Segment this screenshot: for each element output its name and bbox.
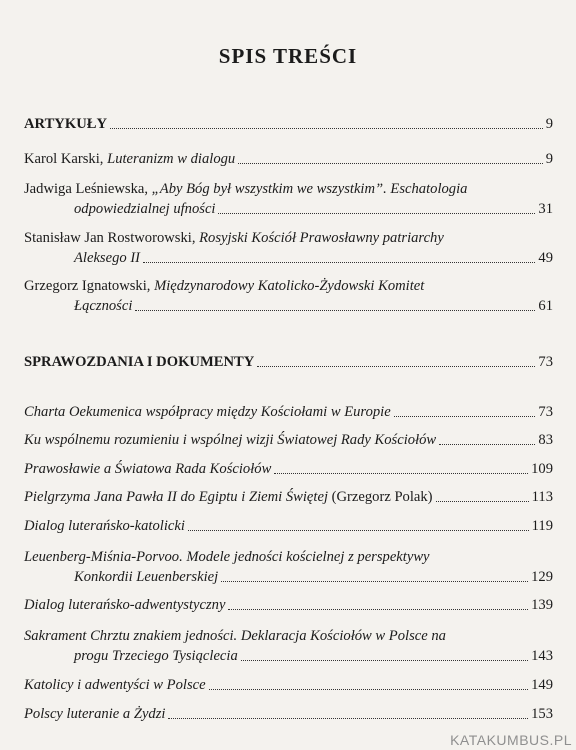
page-number: 9 — [545, 116, 553, 132]
page-number: 73 — [538, 404, 553, 420]
page-number: 149 — [531, 677, 553, 693]
leader-dots — [394, 416, 536, 417]
page-number: 113 — [531, 489, 553, 505]
toc-entry — [24, 547, 553, 587]
toc-entry — [24, 704, 553, 724]
entry-author: (Grzegorz Polak) — [328, 489, 433, 505]
leader-dots — [238, 163, 542, 164]
entry-title: Polscy luteranie a Żydzi — [24, 706, 166, 722]
toc-entry — [24, 430, 553, 450]
toc-entry — [24, 626, 553, 666]
section-label: ARTYKUŁY — [24, 116, 108, 132]
page-number: 109 — [531, 461, 553, 477]
leader-dots — [257, 366, 535, 367]
entry-author: Karol Karski, — [24, 151, 108, 167]
leader-dots — [188, 530, 529, 531]
entry-title-cont: Aleksego II — [74, 250, 141, 266]
entry-title: Dialog luterańsko-katolicki — [24, 518, 185, 534]
entry-title-cont: Konkordii Leuenberskiej — [74, 569, 219, 585]
toc-entry — [24, 675, 553, 695]
page-title: SPIS TREŚCI — [218, 44, 358, 68]
leader-dots — [110, 128, 543, 129]
page-number: 83 — [538, 432, 553, 448]
entry-title: Luteranizm w dialogu — [107, 151, 236, 167]
entry-title: Charta Oekumenica współpracy między Kościołami w Europie — [24, 404, 391, 420]
toc-entry — [24, 487, 553, 507]
entry-title: Dialog luterańsko-adwentystyczny — [24, 597, 226, 613]
toc-entry — [24, 595, 553, 615]
section-reports — [24, 352, 553, 372]
page-number: 61 — [538, 298, 553, 314]
entry-title: Sakrament Chrztu znakiem jedności. Deklaracja Kościołów w Polsce na — [24, 628, 446, 644]
entry-title: Rosyjski Kościół Prawosławny patriarchy — [199, 230, 444, 246]
toc-entry — [24, 179, 553, 219]
entry-title: Katolicy i adwentyści w Polsce — [24, 677, 206, 693]
page-number: 119 — [531, 518, 553, 534]
entry-title: Prawosławie a Światowa Rada Kościołów — [24, 461, 272, 477]
leader-dots — [135, 310, 535, 311]
entry-title: „Aby Bóg był wszystkim we wszystkim”. Eschatologia — [151, 181, 468, 197]
page-number: 9 — [545, 151, 553, 167]
toc-entry — [24, 516, 553, 536]
page-number: 31 — [538, 201, 553, 217]
leader-dots — [439, 444, 535, 445]
leader-dots — [218, 213, 535, 214]
entry-title-cont: progu Trzeciego Tysiąclecia — [74, 648, 238, 664]
toc-entry — [24, 402, 553, 422]
entry-title: Międzynarodowy Katolicko-Żydowski Komitet — [154, 278, 425, 294]
entry-author: Jadwiga Leśniewska, — [24, 181, 152, 197]
watermark: KATAKUMBUS.PL — [450, 732, 572, 748]
entry-author: Grzegorz Ignatowski, — [24, 278, 155, 294]
page-number: 153 — [531, 706, 553, 722]
entry-title-cont: odpowiedzialnej ufności — [74, 201, 216, 217]
page-number: 73 — [538, 354, 553, 370]
entry-title: Pielgrzyma Jana Pawła II do Egiptu i Ziemi Świętej — [24, 489, 328, 505]
leader-dots — [209, 689, 529, 690]
entry-title-cont: Łączności — [74, 298, 133, 314]
leader-dots — [436, 501, 529, 502]
entry-title: Leuenberg-Miśnia-Porvoo. Modele jedności kościelnej z perspektywy — [24, 549, 430, 565]
page-number: 139 — [531, 597, 553, 613]
toc-entry — [24, 276, 553, 316]
leader-dots — [221, 581, 528, 582]
section-label: SPRAWOZDANIA I DOKUMENTY — [24, 354, 255, 370]
entry-author: Stanisław Jan Rostworowski, — [24, 230, 200, 246]
toc-entry — [24, 149, 553, 169]
leader-dots — [228, 609, 528, 610]
page-number: 129 — [531, 569, 553, 585]
page-number: 49 — [538, 250, 553, 266]
leader-dots — [274, 473, 528, 474]
toc-entry — [24, 228, 553, 268]
toc-entry — [24, 459, 553, 479]
leader-dots — [168, 718, 528, 719]
section-articles — [24, 114, 553, 134]
entry-title: Ku wspólnemu rozumieniu i wspólnej wizji Światowej Rady Kościołów — [24, 432, 437, 448]
leader-dots — [143, 262, 535, 263]
leader-dots — [241, 660, 528, 661]
page-number: 143 — [531, 648, 553, 664]
